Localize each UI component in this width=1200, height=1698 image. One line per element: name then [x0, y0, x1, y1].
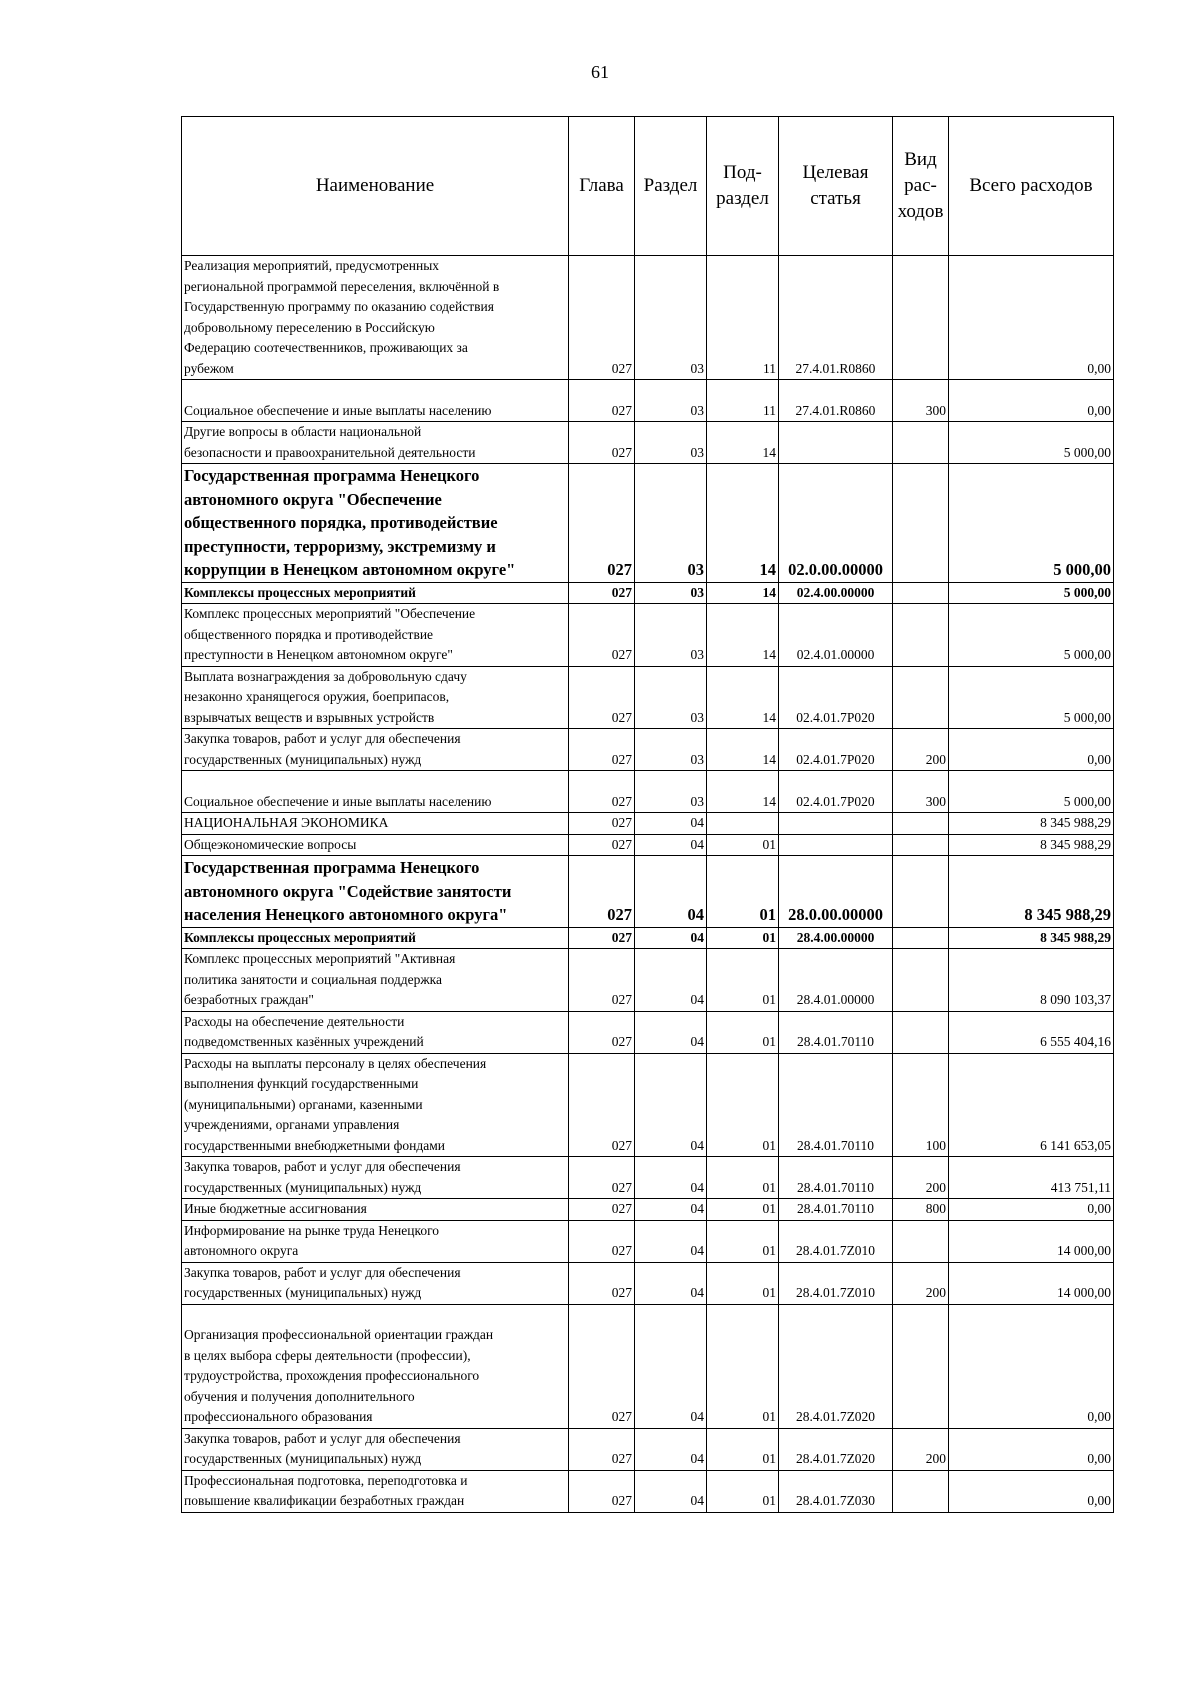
row-name: Организация профессиональной ориентации граждан в целях выбора сферы деятельности (профессии), трудоустройства, прохождения профессионального обучения и получения дополнительного профессионального образования [182, 1304, 569, 1428]
row-name: НАЦИОНАЛЬНАЯ ЭКОНОМИКА [182, 813, 569, 835]
row-glava: 027 [569, 256, 635, 380]
row-total: 6 555 404,16 [949, 1011, 1114, 1053]
table-row [182, 256, 1114, 380]
row-glava: 027 [569, 856, 635, 928]
page-number: 61 [591, 62, 609, 82]
row-target-article: 02.4.01.7Р020 [779, 729, 893, 771]
row-name: Реализация мероприятий, предусмотренных региональной программой переселения, включённой в Государственную программу по оказанию содействия добровольному переселению в Российскую Федерацию соотечественников, проживающих за рубежом [182, 256, 569, 380]
row-expense-type [893, 949, 949, 1012]
row-glava: 027 [569, 1157, 635, 1199]
row-total: 5 000,00 [949, 422, 1114, 464]
row-expense-type [893, 1220, 949, 1262]
row-expense-type [893, 422, 949, 464]
row-total: 0,00 [949, 1470, 1114, 1512]
row-glava: 027 [569, 1199, 635, 1221]
row-target-article: 28.4.01.7Z010 [779, 1262, 893, 1304]
row-podrazdel: 14 [707, 729, 779, 771]
row-expense-type [893, 813, 949, 835]
row-podrazdel: 14 [707, 604, 779, 667]
row-razdel: 04 [635, 1220, 707, 1262]
header-statya: Целевая статья [779, 117, 893, 256]
table-row [182, 1428, 1114, 1470]
table-row [182, 1199, 1114, 1221]
row-razdel: 04 [635, 927, 707, 949]
header-razdel: Раздел [635, 117, 707, 256]
row-glava: 027 [569, 582, 635, 604]
row-total: 14 000,00 [949, 1220, 1114, 1262]
row-glava: 027 [569, 422, 635, 464]
row-podrazdel: 01 [707, 1262, 779, 1304]
row-razdel: 04 [635, 813, 707, 835]
row-target-article: 27.4.01.R0860 [779, 380, 893, 422]
row-name: Расходы на обеспечение деятельности подведомственных казённых учреждений [182, 1011, 569, 1053]
table-row [182, 464, 1114, 583]
row-podrazdel: 01 [707, 1220, 779, 1262]
table-row [182, 582, 1114, 604]
row-razdel: 03 [635, 666, 707, 729]
row-name: Комплекс процессных мероприятий "Обеспечение общественного порядка и противодействие преступности в Ненецком автономном округе" [182, 604, 569, 667]
row-expense-type [893, 856, 949, 928]
row-total: 8 345 988,29 [949, 834, 1114, 856]
row-total: 6 141 653,05 [949, 1053, 1114, 1157]
row-glava: 027 [569, 1220, 635, 1262]
row-total: 0,00 [949, 1199, 1114, 1221]
table-row [182, 380, 1114, 422]
row-podrazdel: 01 [707, 1199, 779, 1221]
row-total: 8 345 988,29 [949, 856, 1114, 928]
table-row [182, 771, 1114, 813]
row-razdel: 04 [635, 856, 707, 928]
table-row [182, 927, 1114, 949]
row-glava: 027 [569, 380, 635, 422]
header-podrazdel: Под- раздел [707, 117, 779, 256]
row-glava: 027 [569, 1262, 635, 1304]
row-expense-type [893, 666, 949, 729]
row-glava: 027 [569, 1428, 635, 1470]
table-row [182, 1157, 1114, 1199]
row-target-article: 28.4.01.00000 [779, 949, 893, 1012]
row-total: 5 000,00 [949, 464, 1114, 583]
row-target-article: 28.4.01.7Z020 [779, 1304, 893, 1428]
row-target-article [779, 813, 893, 835]
row-expense-type: 800 [893, 1199, 949, 1221]
row-podrazdel: 11 [707, 380, 779, 422]
row-target-article [779, 422, 893, 464]
row-razdel: 04 [635, 1157, 707, 1199]
row-razdel: 04 [635, 1470, 707, 1512]
row-target-article [779, 834, 893, 856]
budget-table [181, 116, 1114, 1513]
row-target-article: 28.0.00.00000 [779, 856, 893, 928]
row-name: Комплексы процессных мероприятий [182, 927, 569, 949]
row-razdel: 04 [635, 1199, 707, 1221]
row-target-article: 28.4.01.70110 [779, 1199, 893, 1221]
row-podrazdel: 14 [707, 422, 779, 464]
row-expense-type [893, 582, 949, 604]
row-razdel: 03 [635, 604, 707, 667]
row-expense-type [893, 464, 949, 583]
row-target-article: 28.4.01.70110 [779, 1157, 893, 1199]
row-name: Информирование на рынке труда Ненецкого автономного округа [182, 1220, 569, 1262]
row-glava: 027 [569, 666, 635, 729]
row-expense-type: 200 [893, 729, 949, 771]
row-expense-type [893, 927, 949, 949]
row-expense-type [893, 1304, 949, 1428]
row-razdel: 04 [635, 949, 707, 1012]
row-podrazdel: 01 [707, 834, 779, 856]
row-podrazdel: 01 [707, 1011, 779, 1053]
row-podrazdel: 14 [707, 666, 779, 729]
row-total: 5 000,00 [949, 771, 1114, 813]
row-target-article: 27.4.01.R0860 [779, 256, 893, 380]
row-target-article: 02.4.01.00000 [779, 604, 893, 667]
row-total: 8 345 988,29 [949, 813, 1114, 835]
row-name: Комплекс процессных мероприятий "Активная политика занятости и социальная поддержка безработных граждан" [182, 949, 569, 1012]
row-glava: 027 [569, 1053, 635, 1157]
row-expense-type [893, 834, 949, 856]
row-glava: 027 [569, 949, 635, 1012]
row-expense-type: 100 [893, 1053, 949, 1157]
row-podrazdel: 14 [707, 464, 779, 583]
row-glava: 027 [569, 729, 635, 771]
row-podrazdel: 11 [707, 256, 779, 380]
row-name: Социальное обеспечение и иные выплаты населению [182, 380, 569, 422]
row-total: 0,00 [949, 729, 1114, 771]
row-razdel: 03 [635, 256, 707, 380]
row-name: Расходы на выплаты персоналу в целях обеспечения выполнения функций государственными (муниципальными) органами, казенными учреждениями, органами управления государственными внебюджетными фондами [182, 1053, 569, 1157]
table-row [182, 1053, 1114, 1157]
table-row [182, 604, 1114, 667]
table-row [182, 1304, 1114, 1428]
table-row [182, 834, 1114, 856]
row-podrazdel: 14 [707, 582, 779, 604]
row-podrazdel: 01 [707, 1428, 779, 1470]
row-name: Профессиональная подготовка, переподготовка и повышение квалификации безработных граждан [182, 1470, 569, 1512]
row-target-article: 02.4.01.7Р020 [779, 666, 893, 729]
row-expense-type: 200 [893, 1157, 949, 1199]
row-name: Выплата вознаграждения за добровольную сдачу незаконно хранящегося оружия, боеприпасов, взрывчатых веществ и взрывных устройств [182, 666, 569, 729]
header-total: Всего расходов [949, 117, 1114, 256]
row-podrazdel: 01 [707, 949, 779, 1012]
header-glava: Глава [569, 117, 635, 256]
row-expense-type: 300 [893, 771, 949, 813]
row-razdel: 03 [635, 582, 707, 604]
row-podrazdel: 14 [707, 771, 779, 813]
row-glava: 027 [569, 464, 635, 583]
row-total: 413 751,11 [949, 1157, 1114, 1199]
row-target-article: 02.4.01.7Р020 [779, 771, 893, 813]
row-podrazdel: 01 [707, 1053, 779, 1157]
row-name: Общеэкономические вопросы [182, 834, 569, 856]
row-expense-type [893, 1470, 949, 1512]
header-name: Наименование [182, 117, 569, 256]
row-razdel: 03 [635, 771, 707, 813]
header-vid: Вид рас- ходов [893, 117, 949, 256]
row-name: Социальное обеспечение и иные выплаты населению [182, 771, 569, 813]
row-target-article: 28.4.01.70110 [779, 1053, 893, 1157]
row-podrazdel: 01 [707, 927, 779, 949]
row-total: 0,00 [949, 380, 1114, 422]
row-podrazdel: 01 [707, 1304, 779, 1428]
row-target-article: 28.4.01.70110 [779, 1011, 893, 1053]
row-target-article: 28.4.01.7Z030 [779, 1470, 893, 1512]
row-target-article: 28.4.00.00000 [779, 927, 893, 949]
row-expense-type [893, 1011, 949, 1053]
row-target-article: 28.4.01.7Z020 [779, 1428, 893, 1470]
row-name: Иные бюджетные ассигнования [182, 1199, 569, 1221]
row-name: Государственная программа Ненецкого автономного округа "Обеспечение общественного порядка, противодействие преступности, терроризму, экстремизму и коррупции в Ненецком автономном округе" [182, 464, 569, 583]
row-expense-type: 300 [893, 380, 949, 422]
table-row [182, 729, 1114, 771]
table-row [182, 813, 1114, 835]
row-name: Закупка товаров, работ и услуг для обеспечения государственных (муниципальных) нужд [182, 1157, 569, 1199]
row-podrazdel: 01 [707, 1157, 779, 1199]
row-total: 0,00 [949, 1428, 1114, 1470]
row-razdel: 04 [635, 834, 707, 856]
row-razdel: 04 [635, 1011, 707, 1053]
row-target-article: 02.0.00.00000 [779, 464, 893, 583]
row-podrazdel [707, 813, 779, 835]
row-name: Другие вопросы в области национальной безопасности и правоохранительной деятельности [182, 422, 569, 464]
row-podrazdel: 01 [707, 856, 779, 928]
row-glava: 027 [569, 1470, 635, 1512]
row-total: 0,00 [949, 256, 1114, 380]
row-glava: 027 [569, 1011, 635, 1053]
row-expense-type [893, 256, 949, 380]
row-target-article: 28.4.01.7Z010 [779, 1220, 893, 1262]
row-expense-type: 200 [893, 1428, 949, 1470]
row-expense-type: 200 [893, 1262, 949, 1304]
row-name: Закупка товаров, работ и услуг для обеспечения государственных (муниципальных) нужд [182, 1428, 569, 1470]
row-total: 5 000,00 [949, 582, 1114, 604]
table-row [182, 1220, 1114, 1262]
row-name: Закупка товаров, работ и услуг для обеспечения государственных (муниципальных) нужд [182, 1262, 569, 1304]
row-razdel: 04 [635, 1428, 707, 1470]
row-total: 8 345 988,29 [949, 927, 1114, 949]
row-razdel: 04 [635, 1304, 707, 1428]
row-total: 0,00 [949, 1304, 1114, 1428]
table-row [182, 1011, 1114, 1053]
row-total: 14 000,00 [949, 1262, 1114, 1304]
row-target-article: 02.4.00.00000 [779, 582, 893, 604]
row-name: Закупка товаров, работ и услуг для обеспечения государственных (муниципальных) нужд [182, 729, 569, 771]
row-glava: 027 [569, 834, 635, 856]
table-row [182, 666, 1114, 729]
table-row [182, 856, 1114, 928]
row-total: 5 000,00 [949, 604, 1114, 667]
row-podrazdel: 01 [707, 1470, 779, 1512]
row-razdel: 03 [635, 422, 707, 464]
table-row [182, 949, 1114, 1012]
row-razdel: 03 [635, 729, 707, 771]
row-glava: 027 [569, 604, 635, 667]
header-row [182, 117, 1114, 256]
table-row [182, 1262, 1114, 1304]
row-razdel: 03 [635, 380, 707, 422]
row-name: Государственная программа Ненецкого автономного округа "Содействие занятости населения Ненецкого автономного округа" [182, 856, 569, 928]
row-glava: 027 [569, 771, 635, 813]
table-row [182, 1470, 1114, 1512]
row-expense-type [893, 604, 949, 667]
row-total: 8 090 103,37 [949, 949, 1114, 1012]
table-row [182, 422, 1114, 464]
row-total: 5 000,00 [949, 666, 1114, 729]
row-name: Комплексы процессных мероприятий [182, 582, 569, 604]
row-glava: 027 [569, 1304, 635, 1428]
row-razdel: 04 [635, 1053, 707, 1157]
row-glava: 027 [569, 927, 635, 949]
row-razdel: 03 [635, 464, 707, 583]
row-glava: 027 [569, 813, 635, 835]
row-razdel: 04 [635, 1262, 707, 1304]
